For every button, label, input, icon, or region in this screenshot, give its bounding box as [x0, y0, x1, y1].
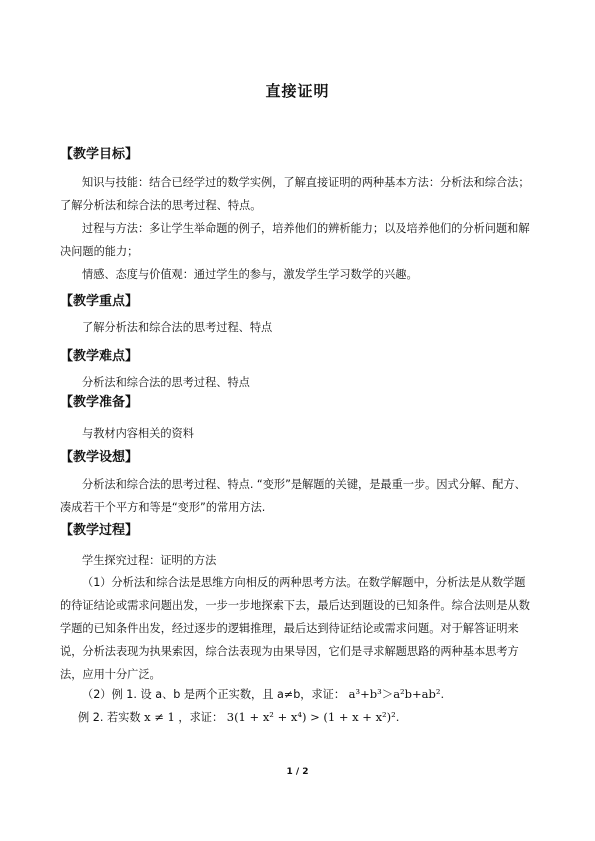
page-title: 直接证明: [265, 82, 330, 100]
example-1: [82, 686, 444, 702]
example-1-formula: a³+b³＞a²b+ab².: [348, 687, 445, 701]
process-method-paragraph: （1）分析法和综合法是思维方向相反的两种思考方法。在数学解题中，分析法是从数学题的待证结论或需求问题出发，一步一步地探索下去，最后达到题设的已知条件。综合法则是从数学题的已知条件出发，经过逐步的逻辑推理，最后达到待证结论或需求问题。对于解答证明来说，分析法表现为执果索因，综合法表现为由果导因，它们是寻求解题思路的两种基本思考方法，应用十分广泛。: [60, 576, 530, 681]
heading-prep: 【教学准备】: [60, 395, 139, 410]
heading-key: 【教学重点】: [60, 294, 139, 309]
difficulty-text: 分析法和综合法的思考过程、特点: [82, 376, 250, 389]
process-intro: 学生探究过程：证明的方法: [82, 554, 217, 567]
key-text: 了解分析法和综合法的思考过程、特点: [82, 321, 273, 334]
heading-process: 【教学过程】: [60, 523, 139, 538]
example-2-condition: x ≠ 1: [144, 710, 175, 724]
prep-text: 与教材内容相关的资料: [82, 427, 194, 440]
heading-idea: 【教学设想】: [60, 450, 139, 465]
page-number: 1 / 2: [286, 767, 309, 777]
goals-knowledge: 知识与技能：结合已经学过的数学实例，了解直接证明的两种基本方法：分析法和综合法；了解分析法和综合法的思考过程、特点。: [60, 176, 530, 212]
example-1-prefix: （2）例 1. 设 a、b 是两个正实数，且 a≠b，求证：: [82, 688, 346, 701]
heading-goals: 【教学目标】: [60, 147, 139, 162]
goals-attitude: 情感、态度与价值观：通过学生的参与，激发学生学习数学的兴趣。: [82, 268, 418, 281]
example-2-prefix: 例 2. 若实数: [78, 711, 141, 724]
example-2-mid: ，求证：: [178, 711, 224, 724]
heading-difficulty: 【教学难点】: [60, 349, 139, 364]
idea-text: 分析法和综合法的思考过程、特点. “变形”是解题的关键，是最重一步。因式分解、配方、凑成若干个平方和等是“变形”的常用方法.: [60, 478, 526, 514]
example-2-formula: 3(1 + x² + x⁴) > (1 + x + x²)².: [226, 710, 400, 724]
example-2: [78, 709, 399, 725]
goals-process: 过程与方法：多让学生举命题的例子，培养他们的辨析能力；以及培养他们的分析问题和解决问题的能力；: [60, 222, 530, 258]
